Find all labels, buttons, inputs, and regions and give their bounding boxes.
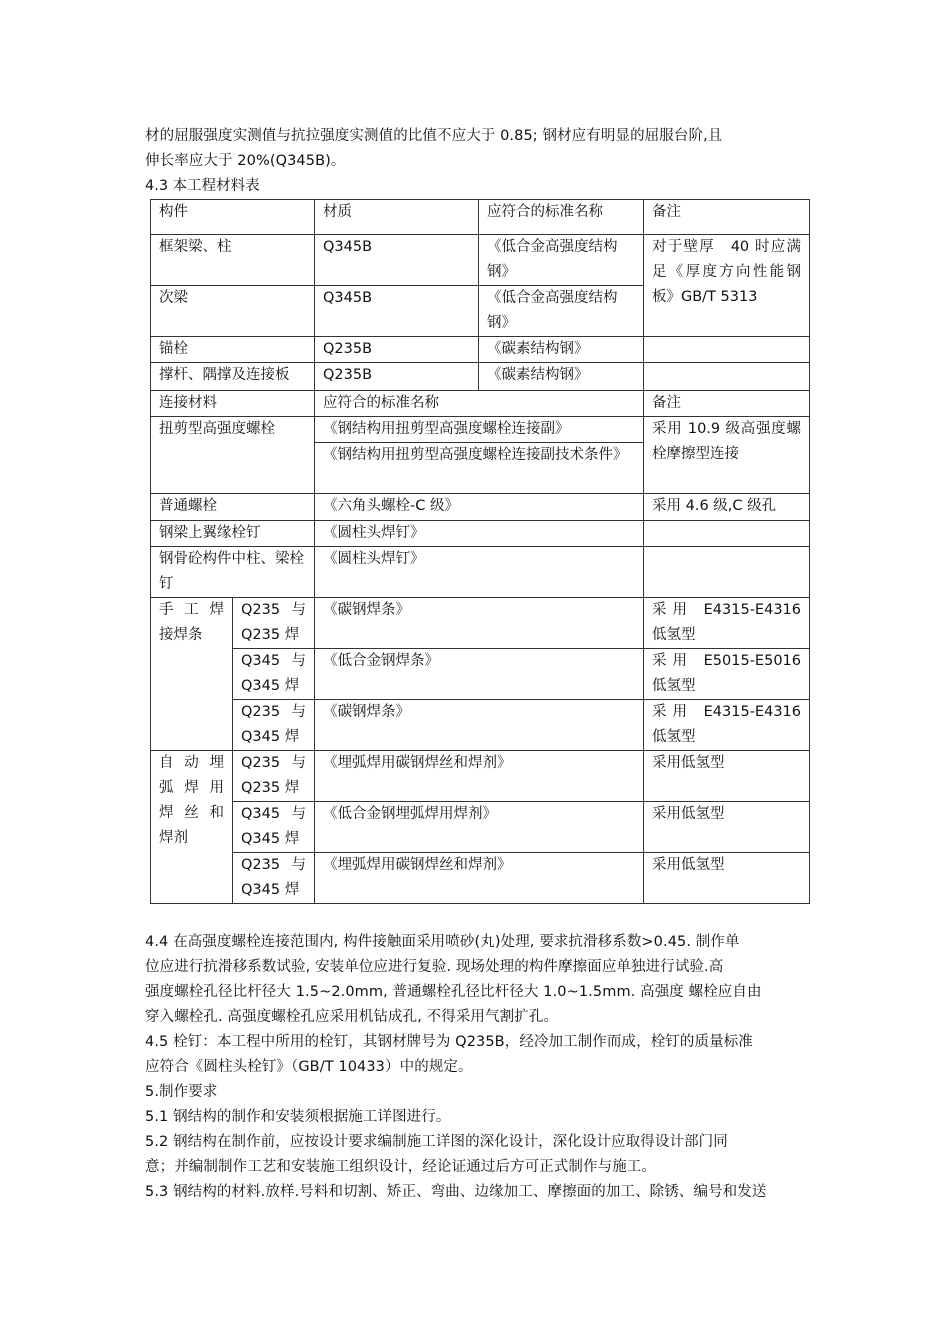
paragraph-line: 意；并编制制作工艺和安装施工组织设计，经论证通过后方可正式制作与施工。	[145, 1159, 656, 1175]
table-cell-remark: 对于壁厚 40 时应满足《厚度方向性能钢板》GB/T 5313	[644, 235, 810, 337]
auto-weld-label: 自 动 埋 弧 焊 用 焊 丝 和 焊剂	[151, 751, 233, 904]
table-cell	[644, 363, 810, 391]
section-4-5	[145, 1030, 810, 1080]
table-cell: Q345 与 Q345 焊	[233, 802, 315, 853]
table-cell: 框架梁、柱	[151, 235, 315, 286]
document-page	[145, 124, 810, 1205]
table-cell: 《低合金钢埋弧焊用焊剂》	[315, 802, 644, 853]
header-remark: 备注	[644, 200, 810, 235]
paragraph-line: 强度螺栓孔径比杆径大 1.5~2.0mm, 普通螺栓孔径比杆径大 1.0~1.5mm. 高强度 螺栓应自由	[145, 984, 762, 1000]
header-material: 材质	[315, 200, 479, 235]
table-cell: 采用 E5015-E5016 低氢型	[644, 649, 810, 700]
table-cell: Q345 与 Q345 焊	[233, 649, 315, 700]
section-4-4	[145, 930, 810, 1030]
section-4-3-title: 4.3 本工程材料表	[145, 178, 260, 194]
table-cell: 钢骨砼构件中柱、梁栓钉	[151, 547, 315, 598]
table-cell: 《圆柱头焊钉》	[315, 547, 644, 598]
table-cell: 《碳素结构钢》	[479, 363, 644, 391]
table-cell: 《埋弧焊用碳钢焊丝和焊剂》	[315, 853, 644, 904]
header-connection-material: 连接材料	[151, 391, 315, 417]
table-cell: Q235B	[315, 363, 479, 391]
table-cell: 《碳素结构钢》	[479, 337, 644, 363]
paragraph-line: 4.4 在高强度螺栓连接范围内, 构件接触面采用喷砂(丸)处理, 要求抗滑移系数>0.45. 制作单	[145, 934, 740, 950]
table-cell: 《钢结构用扭剪型高强度螺栓连接副技术条件》	[315, 443, 644, 494]
header-connection-standard: 应符合的标准名称	[315, 391, 644, 417]
table-cell: Q235 与 Q235 焊	[233, 751, 315, 802]
paragraph-line: 穿入螺栓孔. 高强度螺栓孔应采用机钻成孔, 不得采用气割扩孔。	[145, 1009, 559, 1025]
header-standard: 应符合的标准名称	[479, 200, 644, 235]
intro-line-1: 材的屈服强度实测值与抗拉强度实测值的比值不应大于 0.85; 钢材应有明显的屈服台阶,且	[145, 128, 723, 144]
table-cell: 《低合金高强度结构钢》	[479, 286, 644, 337]
paragraph-line: 5.1 钢结构的制作和安装须根据施工详图进行。	[145, 1109, 451, 1125]
table-cell: 《钢结构用扭剪型高强度螺栓连接副》	[315, 417, 644, 443]
table-cell	[644, 547, 810, 598]
intro-line-2: 伸长率应大于 20%(Q345B)。	[145, 153, 346, 169]
header-component: 构件	[151, 200, 315, 235]
table-cell: 普通螺栓	[151, 494, 315, 521]
header-connection-remark: 备注	[644, 391, 810, 417]
table-cell: 采用 E4315-E4316 低氢型	[644, 598, 810, 649]
section-5	[145, 1080, 810, 1205]
table-cell: Q235 与 Q235 焊	[233, 598, 315, 649]
table-cell: 锚栓	[151, 337, 315, 363]
materials-table	[150, 199, 810, 904]
table-cell: 采用 4.6 级,C 级孔	[644, 494, 810, 521]
table-cell: Q235 与 Q345 焊	[233, 853, 315, 904]
table-cell: 撑杆、隅撑及连接板	[151, 363, 315, 391]
paragraph-line: 5.2 钢结构在制作前，应按设计要求编制施工详图的深化设计，深化设计应取得设计部门同	[145, 1134, 728, 1150]
table-cell: 《圆柱头焊钉》	[315, 521, 644, 547]
table-cell: 《埋弧焊用碳钢焊丝和焊剂》	[315, 751, 644, 802]
table-cell: 扭剪型高强度螺栓	[151, 417, 315, 494]
table-cell: 钢梁上翼缘栓钉	[151, 521, 315, 547]
table-cell: 《碳钢焊条》	[315, 598, 644, 649]
table-cell: Q345B	[315, 235, 479, 286]
table-cell: Q235 与 Q345 焊	[233, 700, 315, 751]
table-cell: 采用低氢型	[644, 853, 810, 904]
table-cell: Q345B	[315, 286, 479, 337]
table-cell: 采用低氢型	[644, 751, 810, 802]
paragraph-line: 5.3 钢结构的材料.放样.号料和切割、矫正、弯曲、边缘加工、摩擦面的加工、除锈、编号和发送	[145, 1184, 767, 1200]
table-cell: 次梁	[151, 286, 315, 337]
table-cell: 《碳钢焊条》	[315, 700, 644, 751]
table-cell-remark: 采用 10.9 级高强度螺栓摩擦型连接	[644, 417, 810, 494]
table-cell: 采用 E4315-E4316 低氢型	[644, 700, 810, 751]
paragraph-line: 位应进行抗滑移系数试验, 安装单位应进行复验. 现场处理的构件摩擦面应单独进行试验.高	[145, 959, 724, 975]
paragraph-line: 4.5 栓钉：本工程中所用的栓钉，其钢材牌号为 Q235B，经冷加工制作而成，栓钉的质量标准	[145, 1034, 753, 1050]
table-cell	[644, 521, 810, 547]
paragraph-line: 应符合《圆柱头栓钉》（GB/T 10433）中的规定。	[145, 1059, 473, 1075]
section-5-title: 5.制作要求	[145, 1084, 218, 1100]
table-cell: 《低合金钢焊条》	[315, 649, 644, 700]
table-cell: Q235B	[315, 337, 479, 363]
table-cell	[644, 337, 810, 363]
table-cell: 《低合金高强度结构钢》	[479, 235, 644, 286]
manual-weld-label: 手 工 焊 接焊条	[151, 598, 233, 751]
table-cell: 采用低氢型	[644, 802, 810, 853]
table-cell: 《六角头螺栓-C 级》	[315, 494, 644, 521]
